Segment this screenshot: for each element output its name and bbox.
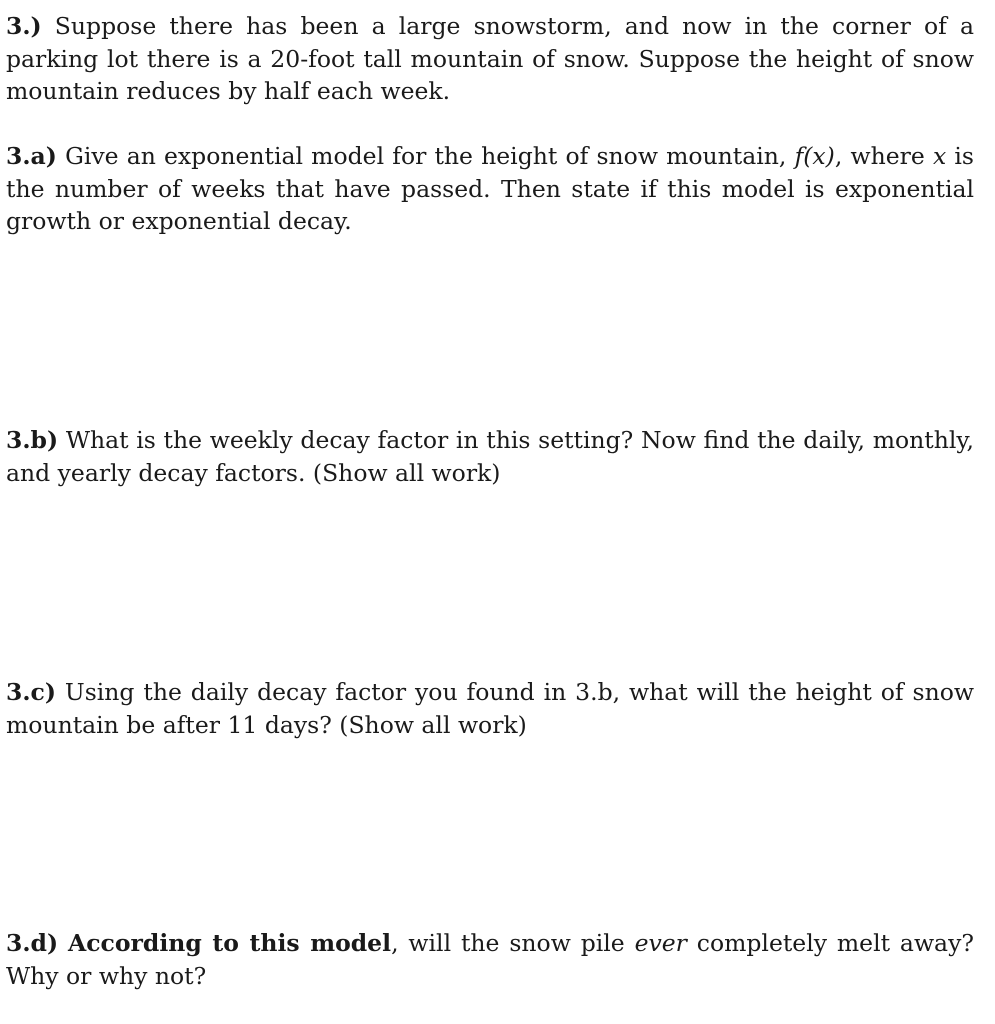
problem-text: What is the weekly decay factor in this setting? Now find the daily, monthly, and yearly decay factors. (Show all work) [6, 426, 974, 487]
problem-text: , will the snow pile [391, 929, 625, 957]
problem-text: , where [834, 142, 925, 170]
problem-number: 3.) [6, 12, 42, 40]
problem-text: is the number of weeks that have passed. Then state if this model is exponential growth or exponential decay. [6, 142, 974, 235]
problem-text: Using the daily decay factor you found in 3.b, what will the height of snow mountain be after 11 days? (Show all work) [6, 678, 974, 739]
variable-x: x [932, 142, 947, 170]
problem-text: Give an exponential model for the height of snow mountain, [65, 142, 787, 170]
problem-number: 3.d) [6, 929, 59, 957]
problem-3c [6, 676, 974, 741]
answer-space-3a[interactable] [0, 240, 995, 420]
problem-number: 3.b) [6, 426, 59, 454]
answer-space-3c[interactable] [0, 745, 995, 920]
function-expression: f(x) [794, 142, 835, 170]
problem-text: completely melt away? Why or why not? [6, 929, 974, 990]
emphasis-word: ever [634, 929, 687, 957]
problem-3-intro [6, 10, 974, 108]
bold-phrase: According to this model [67, 929, 392, 957]
answer-space-3b[interactable] [0, 495, 995, 670]
problem-text: Suppose there has been a large snowstorm, and now in the corner of a parking lot there is a 20-foot tall mountain of snow. Suppose the height of snow mountain reduces by half each week. [6, 12, 974, 105]
problem-3a [6, 140, 974, 238]
problem-number: 3.a) [6, 142, 57, 170]
problem-3d [6, 927, 974, 992]
problem-number: 3.c) [6, 678, 56, 706]
problem-3b [6, 424, 974, 489]
